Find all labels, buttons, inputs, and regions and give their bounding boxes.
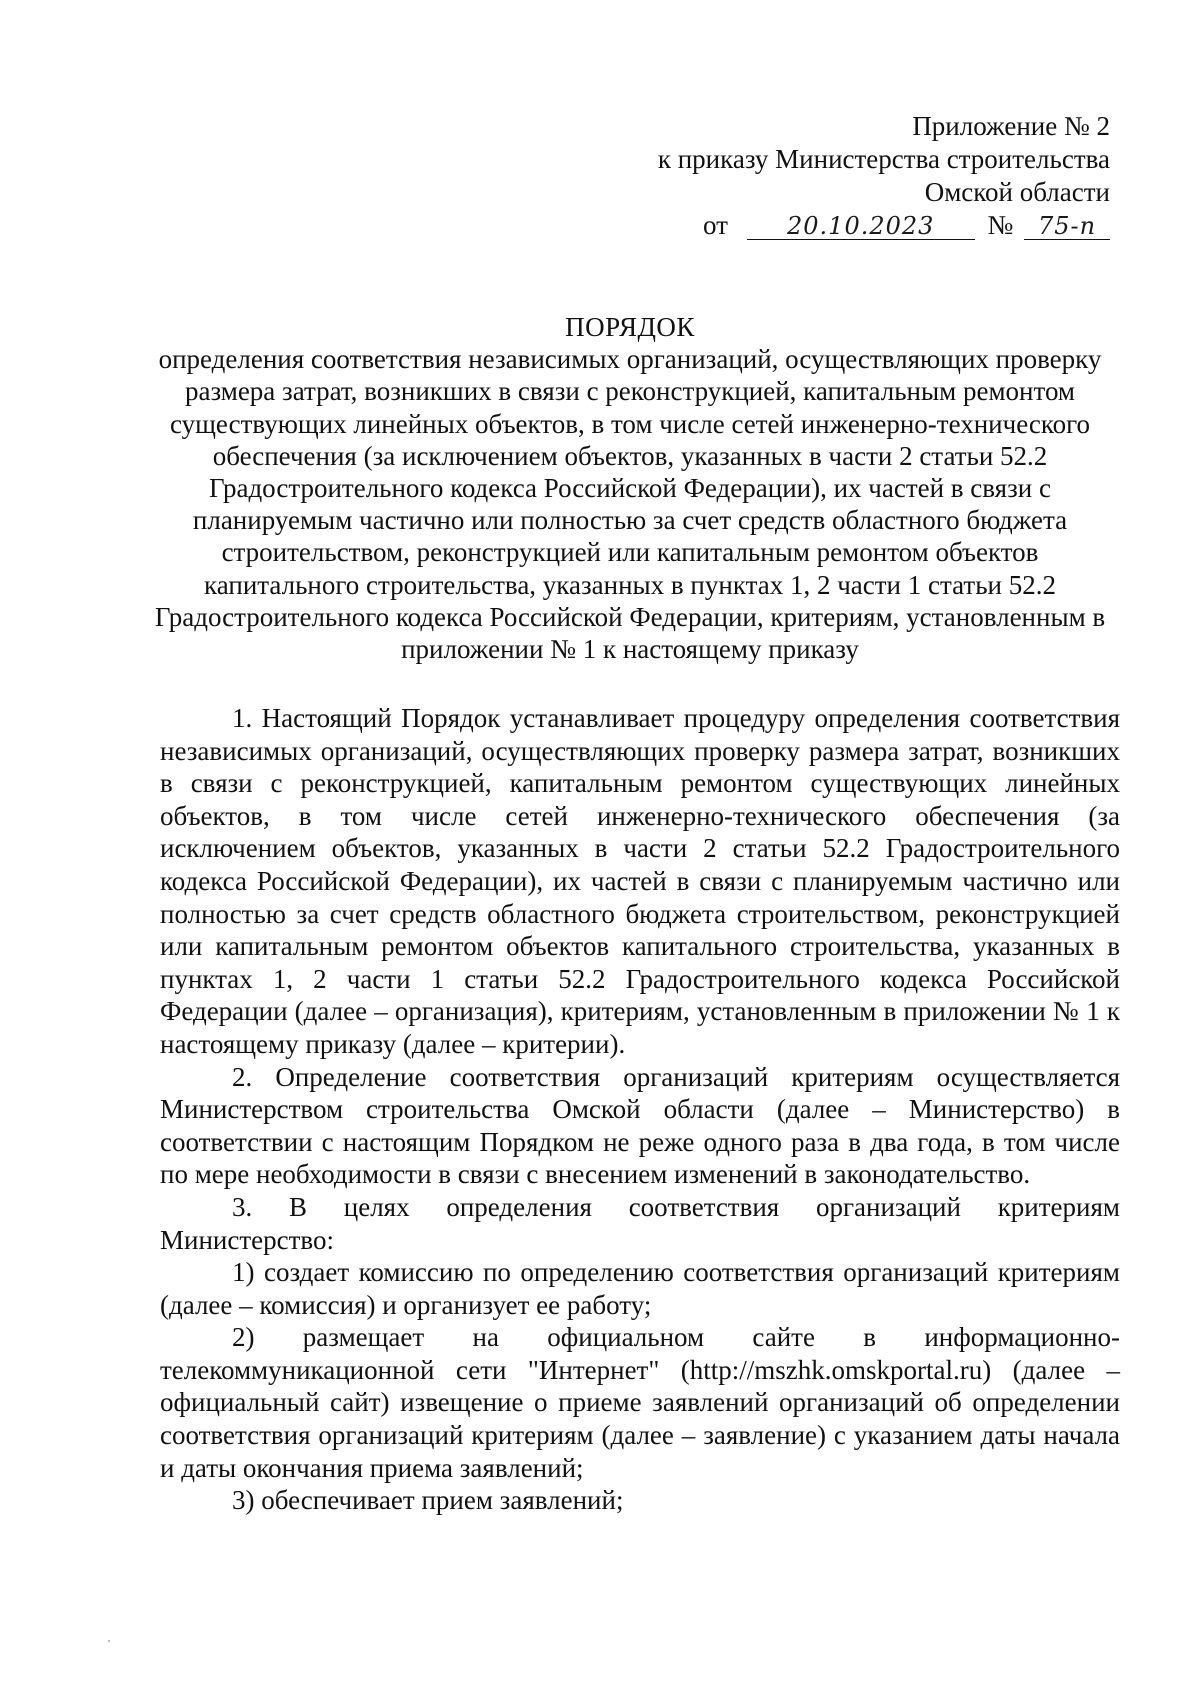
paragraph-2: 2. Определение соответствия организаций критериям осуществляется Министерством строительства Омской области (далее – Министерство) в соответствии с настоящим Порядком не реже одного раза в два года, в том числе по мере необходимости в связи с внесением изменений в законодательство. <box>160 1061 1120 1190</box>
list-item-1: 1) создает комиссию по определению соответствия организаций критериям (далее – комиссия) и организует ее работу; <box>160 1257 1120 1320</box>
document-body <box>160 702 1120 1517</box>
document-title-block <box>150 311 1110 665</box>
number-label: № <box>987 210 1014 240</box>
handwritten-date: 20.10.2023 <box>747 213 975 240</box>
attachment-number: Приложение № 2 <box>912 111 1110 141</box>
document-subtitle: определения соответствия независимых организаций, осуществляющих проверку размера затрат, возникших в связи с реконструкцией, капитальным ремонтом существующих линейных объектов, в том числе сетей инженерно-технического обеспечения (за исключением объектов, указанных в части 2 статьи 52.2 Градостроительного кодекса Российской Федерации), их частей в связи с планируемым частично или полностью за счет средств областного бюджета строительством, реконструкцией или капитальным ремонтом объектов капитального строительства, указанных в пунктах 1, 2 части 1 статьи 52.2 Градостроительного кодекса Российской Федерации, критериям, установленным в приложении № 1 к настоящему приказу <box>154 344 1106 665</box>
attachment-header <box>658 110 1110 242</box>
handwritten-order-number: 75-п <box>1024 213 1110 240</box>
scan-speck <box>108 1640 110 1642</box>
list-item-2: 2) размещает на официальном сайте в информационно-телекоммуникационной сети "Интернет" (http://mszhk.omskportal.ru) (далее – официальный сайт) извещение о приеме заявлений организаций об определении соответствия организаций критериям (далее – заявление) с указанием даты начала и даты окончания приема заявлений; <box>160 1322 1120 1483</box>
paragraph-3: 3. В целях определения соответствия организаций критериям Министерство: <box>160 1191 1120 1255</box>
from-label: от <box>703 210 728 240</box>
order-reference: к приказу Министерства строительства <box>657 144 1110 174</box>
document-title: ПОРЯДОК <box>565 312 695 342</box>
list-item-3: 3) обеспечивает прием заявлений; <box>232 1485 624 1516</box>
order-date-line <box>658 209 1110 242</box>
paragraph-1: 1. Настоящий Порядок устанавливает процедуру определения соответствия независимых организаций, осуществляющих проверку размера затрат, возникших в связи с реконструкцией, капитальным ремонтом существующих линейных объектов, в том числе сетей инженерно-технического обеспечения (за исключением объектов, указанных в части 2 статьи 52.2 Градостроительного кодекса Российской Федерации), их частей в связи с планируемым частично или полностью за счет средств областного бюджета строительством, реконструкцией или капитальным ремонтом объектов капитального строительства, указанных в пунктах 1, 2 части 1 статьи 52.2 Градостроительного кодекса Российской Федерации (далее – организация), критериям, установленным в приложении № 1 к настоящему приказу (далее – критерии). <box>160 703 1120 1059</box>
region-name: Омской области <box>924 177 1110 207</box>
